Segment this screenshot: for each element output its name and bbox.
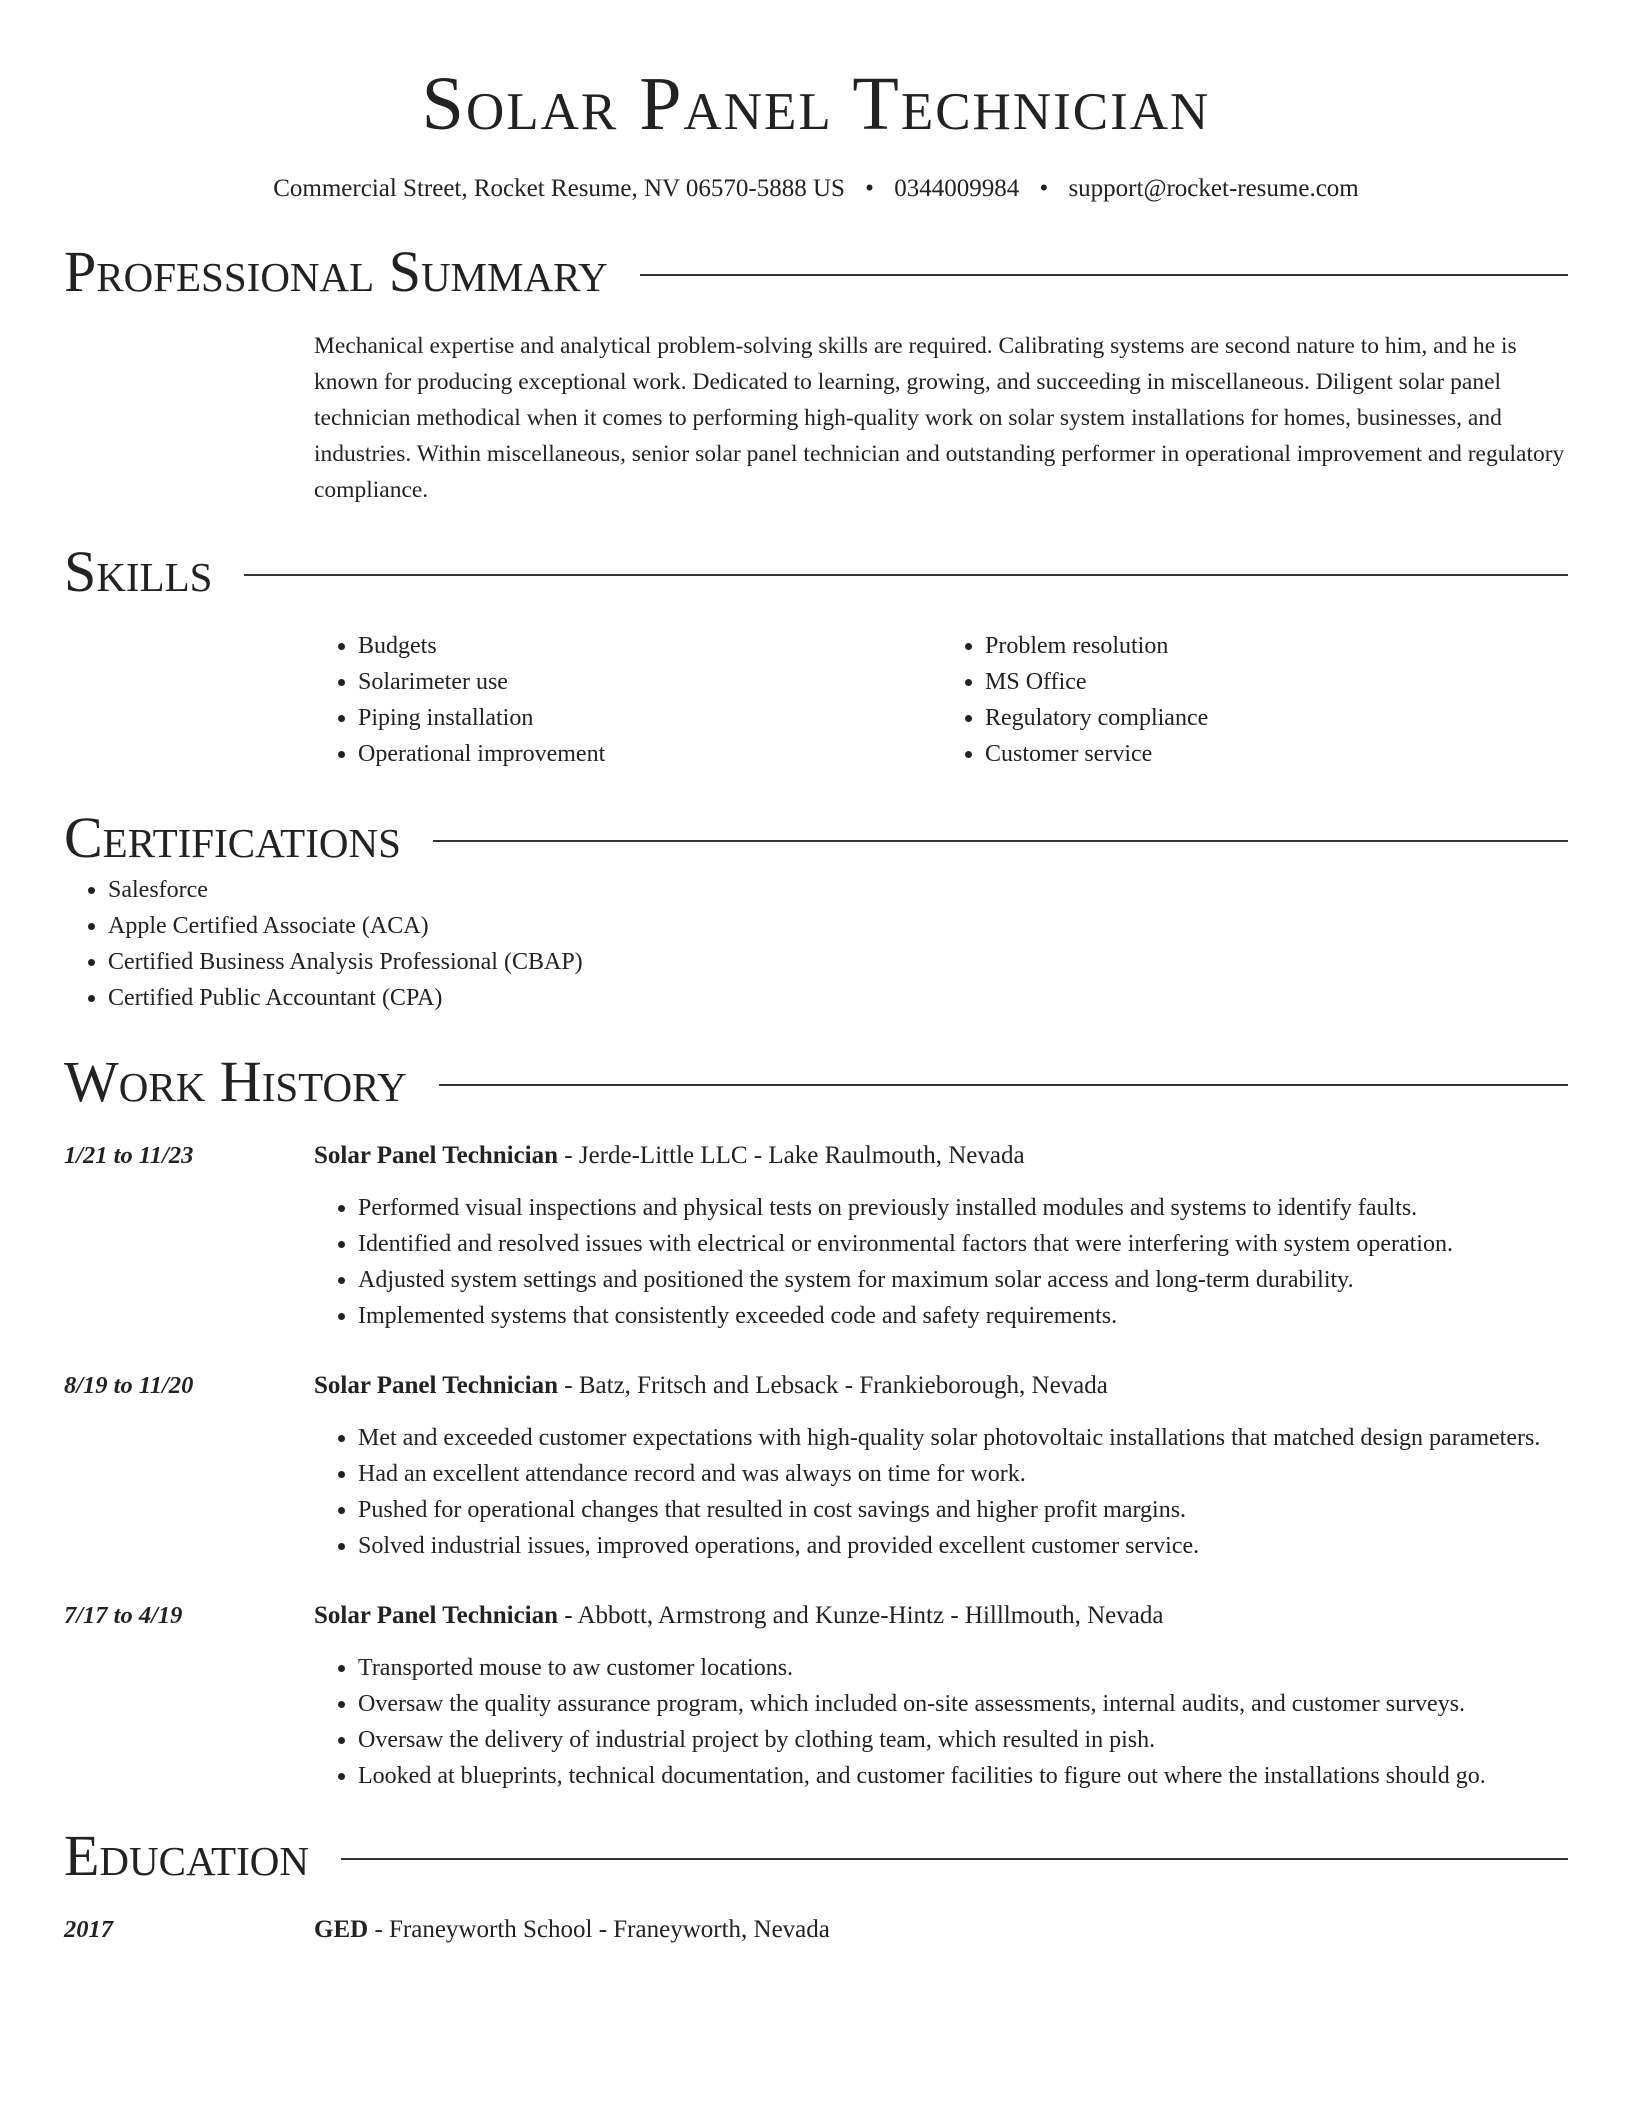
job-dates: 8/19 to 11/20 <box>64 1372 194 1399</box>
summary-section <box>64 238 1568 508</box>
section-divider <box>640 274 1568 276</box>
skills-section <box>64 538 1568 772</box>
certification-item: • Certified Public Accountant (CPA) <box>108 980 1568 1016</box>
skills-grid <box>314 628 1568 772</box>
section-header <box>64 1822 1568 1890</box>
section-divider <box>439 1084 1568 1086</box>
education-school: - Franeyworth School - Franeyworth, Nevada <box>368 1916 830 1943</box>
job-body <box>314 1138 1568 1334</box>
job-bullet: • Adjusted system settings and positioned the system for maximum solar access and long-term durability. <box>358 1262 1568 1298</box>
education-entry <box>64 1912 1568 1948</box>
certifications-section <box>64 804 1568 1016</box>
job-bullet: • Pushed for operational changes that resulted in cost savings and higher profit margins. <box>358 1492 1568 1528</box>
skills-list-left <box>314 628 941 772</box>
section-heading-skills: Skills <box>64 539 213 604</box>
phone: 0344009984 <box>894 175 1020 202</box>
separator-dot: • <box>1039 175 1049 202</box>
skill-item: • Operational improvement <box>358 736 941 772</box>
education-section <box>64 1822 1568 1948</box>
skill-item: • Problem resolution <box>985 628 1568 664</box>
job-bullet: • Had an excellent attendance record and was always on time for work. <box>358 1456 1568 1492</box>
job-employer: - Batz, Fritsch and Lebsack - Frankieborough, Nevada <box>558 1372 1108 1399</box>
job-bullet: • Implemented systems that consistently exceeded code and safety requirements. <box>358 1298 1568 1334</box>
certification-item: • Apple Certified Associate (ACA) <box>108 908 1568 944</box>
summary-text: Mechanical expertise and analytical problem-solving skills are required. Calibrating systems are second nature to him, and he is known for producing exceptional work. Dedicated to learning, growing, and succeeding in miscellaneous. Diligent solar panel technician methodical when it comes to performing high-quality work on solar system installations for homes, businesses, and industries. Within miscellaneous, senior solar panel technician and outstanding performer in operational improvement and regulatory compliance. <box>314 333 1565 503</box>
section-header <box>64 804 1568 872</box>
separator-dot: • <box>865 175 874 202</box>
job-entry <box>64 1138 1568 1334</box>
email: support@rocket-resume.com <box>1068 175 1359 202</box>
job-bullet: • Solved industrial issues, improved operations, and provided excellent customer service. <box>358 1528 1568 1564</box>
certification-item: • Certified Business Analysis Professional (CBAP) <box>108 944 1568 980</box>
section-divider <box>244 574 1568 576</box>
job-employer: - Abbott, Armstrong and Kunze-Hintz - Hilllmouth, Nevada <box>558 1602 1164 1629</box>
job-title-line <box>314 1368 1568 1404</box>
job-role: Solar Panel Technician <box>314 1602 559 1629</box>
education-body <box>314 1912 830 1948</box>
job-dates: 1/21 to 11/23 <box>64 1142 194 1169</box>
resume-title: Solar Panel Technician <box>421 62 1211 146</box>
job-body <box>314 1368 1568 1564</box>
job-bullet: • Oversaw the quality assurance program, which included on-site assessments, internal audits, and customer surveys. <box>358 1686 1568 1722</box>
job-bullets <box>314 1650 1568 1794</box>
education-year: 2017 <box>64 1916 113 1943</box>
job-bullet: • Met and exceeded customer expectations with high-quality solar photovoltaic installations that matched design parameters. <box>358 1420 1568 1456</box>
address: Commercial Street, Rocket Resume, NV 06570-5888 US <box>273 175 845 202</box>
job-bullet: • Transported mouse to aw customer locations. <box>358 1650 1568 1686</box>
contact-line <box>64 172 1568 206</box>
section-divider <box>433 840 1568 842</box>
skill-item: • Solarimeter use <box>358 664 941 700</box>
job-role: Solar Panel Technician <box>314 1142 559 1169</box>
job-employer: - Jerde-Little LLC - Lake Raulmouth, Nevada <box>558 1142 1025 1169</box>
skill-item: • Budgets <box>358 628 941 664</box>
skills-list-right <box>941 628 1568 772</box>
section-header <box>64 538 1568 606</box>
job-title-line <box>314 1138 1568 1174</box>
job-bullet: • Looked at blueprints, technical documentation, and customer facilities to figure out where the installations should go. <box>358 1758 1568 1794</box>
certification-item: • Salesforce <box>108 872 1568 908</box>
skill-item: • Piping installation <box>358 700 941 736</box>
section-header <box>64 238 1568 306</box>
job-bullets <box>314 1190 1568 1334</box>
job-bullet: • Identified and resolved issues with electrical or environmental factors that were interfering with system operation. <box>358 1226 1568 1262</box>
job-entry <box>64 1598 1568 1794</box>
job-role: Solar Panel Technician <box>314 1372 559 1399</box>
job-bullet: • Oversaw the delivery of industrial project by clothing team, which resulted in pish. <box>358 1722 1568 1758</box>
skill-item: • Regulatory compliance <box>985 700 1568 736</box>
education-degree: GED <box>314 1916 369 1943</box>
certifications-list <box>64 872 1568 1016</box>
skill-item: • MS Office <box>985 664 1568 700</box>
job-bullets <box>314 1420 1568 1564</box>
skill-item: • Customer service <box>985 736 1568 772</box>
section-header <box>64 1048 1568 1116</box>
job-dates: 7/17 to 4/19 <box>64 1602 183 1629</box>
job-title-line <box>314 1598 1568 1634</box>
job-body <box>314 1598 1568 1794</box>
job-bullet: • Performed visual inspections and physical tests on previously installed modules and systems to identify faults. <box>358 1190 1568 1226</box>
work-history-section <box>64 1048 1568 1794</box>
section-heading-certifications: Certifications <box>64 805 401 870</box>
section-divider <box>341 1858 1568 1860</box>
section-heading-education: Education <box>64 1823 309 1888</box>
job-entry <box>64 1368 1568 1564</box>
section-heading-summary: Professional Summary <box>64 239 608 304</box>
section-heading-work-history: Work History <box>64 1049 407 1114</box>
